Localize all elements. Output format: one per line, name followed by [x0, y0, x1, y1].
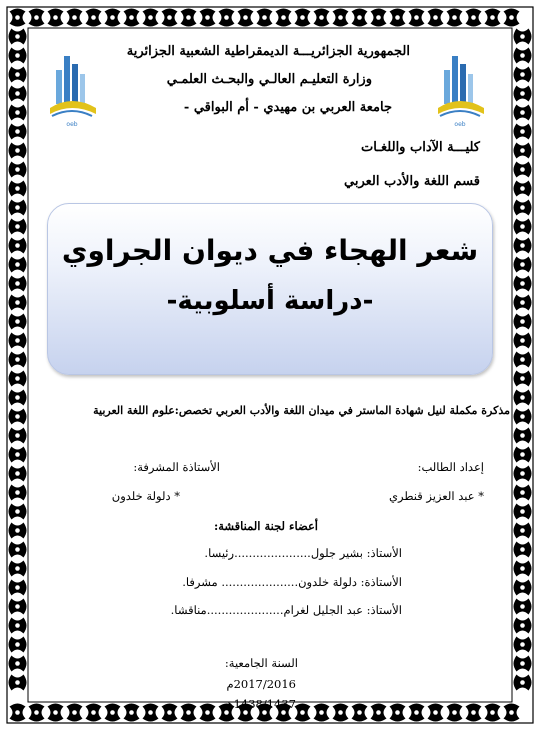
committee-member: الأستاذ: عبد الجليل لغرام.....................مناقشا. [170, 603, 402, 617]
department-name: قسم اللغة والأدب العربي [344, 174, 480, 189]
committee-member: الأستاذة: دلولة خلدون..................... مشرفا. [182, 575, 402, 589]
ministry-name: وزارة التعليـم العالـي والبحـث العلمـي [166, 72, 372, 87]
academic-year-gregorian: 2017/2016م [226, 677, 296, 691]
thesis-subtitle: -دراسة أسلوبية- [166, 286, 374, 316]
svg-text:oeb: oeb [66, 121, 78, 128]
thesis-note: مذكرة مكملة لنيل شهادة الماستر في ميدان اللغة والأدب العربي تخصص:علوم اللغة العربية [93, 404, 510, 417]
thesis-title: شعر الهجاء في ديوان الجراوي [61, 234, 479, 267]
svg-text:oeb: oeb [454, 121, 466, 128]
academic-year-hijri: 1438/1437هـ [224, 697, 296, 711]
title-box [47, 203, 493, 375]
republic-name: الجمهورية الجزائريـــة الديمقراطية الشعبية الجزائرية [126, 44, 410, 59]
university-name: جامعة العربي بن مهيدي - أم البواقي - [183, 100, 392, 115]
university-logo-right [430, 50, 490, 130]
student-label: إعداد الطالب: [417, 460, 484, 474]
academic-year-label: السنة الجامعية: [224, 656, 298, 670]
college-name: كليـــة الآداب واللغـات [361, 140, 480, 155]
university-logo-left [42, 50, 102, 130]
student-name: * عبد العزيز قنطري [389, 489, 484, 503]
supervisor-name: * دلولة خلدون [111, 489, 180, 503]
supervisor-label: الأستاذة المشرفة: [133, 460, 220, 474]
committee-title: أعضاء لجنة المناقشة: [214, 519, 318, 533]
committee-member: الأستاذ: بشير جلول.....................رئيسا. [204, 546, 402, 560]
